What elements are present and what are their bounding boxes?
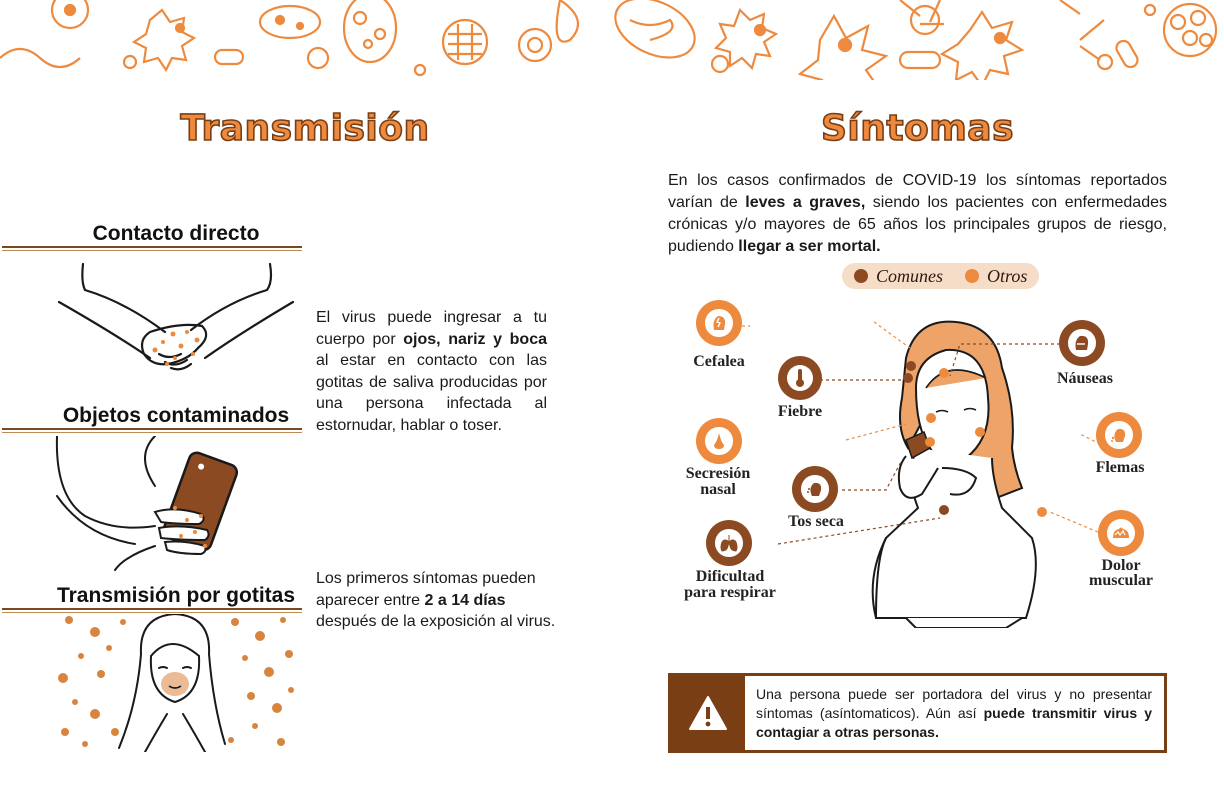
warning-icon [688, 695, 728, 731]
cefalea-badge [696, 300, 742, 346]
warning-badge [671, 676, 745, 750]
objetos-contaminados-heading: Objetos contaminados [62, 404, 290, 427]
transmission-paragraph-1: El virus puede ingresar a tu cuerpo por ojos, nariz y boca al estar en contacto con las gotitas de saliva producidas por una persona infectada al estornudar, hablar o toser. [316, 309, 548, 434]
dolor-badge [1098, 510, 1144, 556]
dolor-label-line1: Dolor [1101, 557, 1141, 574]
transmision-title: Transmisión [180, 108, 430, 149]
fiebre-label: Fiebre [777, 403, 823, 420]
sintomas-title: Síntomas [820, 108, 1015, 149]
cefalea-label: Cefalea [693, 353, 745, 370]
section-divider [2, 246, 302, 251]
nauseas-label: Náuseas [1056, 370, 1113, 387]
dificultad-label-line2: para respirar [684, 584, 776, 601]
phone-hand-illustration [55, 436, 295, 571]
symptom-legend [842, 263, 1039, 289]
secrecion-label-line2: nasal [700, 481, 736, 498]
dificultad-badge [706, 520, 752, 566]
head-icon [705, 309, 733, 337]
section-divider [2, 428, 302, 433]
nausea-icon [1068, 329, 1096, 357]
legend-comunes: Comunes [876, 265, 943, 286]
muscle-icon [1107, 519, 1135, 547]
otros-dot [965, 269, 979, 283]
contacto-directo-heading: Contacto directo [92, 222, 260, 245]
lungs-icon [715, 529, 743, 557]
handshake-illustration [55, 262, 295, 382]
sintomas-intro: En los casos confirmados de COVID-19 los síntomas reportados varían de leves a graves, siendo los pacientes con enfermedades crónicas y/o mayores de 65 años los principales grupos de riesgo, pudiendo llegar a ser mortal. [668, 172, 1167, 255]
flemas-badge [1096, 412, 1142, 458]
warning-text: Una persona puede ser portadora del virus y no presentar síntomas (asíntomaticos). Aún así puede transmitir virus y contagiar a otras personas. [756, 686, 1152, 740]
phlegm-icon [1105, 421, 1133, 449]
gotitas-heading: Transmisión por gotitas [56, 584, 296, 607]
dolor-label-line2: muscular [1089, 572, 1153, 589]
nose-icon [705, 427, 733, 455]
virus-pattern-banner [0, 0, 1224, 80]
secrecion-badge [696, 418, 742, 464]
dificultad-label-line1: Dificultad [695, 568, 765, 585]
section-divider [2, 608, 302, 613]
flemas-label: Flemas [1095, 459, 1145, 476]
tos-badge [792, 466, 838, 512]
thermometer-icon [787, 365, 813, 391]
droplets-face-illustration [55, 614, 295, 752]
cough-icon [801, 475, 829, 503]
asymptomatic-warning-box [668, 673, 1167, 753]
comunes-dot [854, 269, 868, 283]
nauseas-badge [1059, 320, 1105, 366]
tos-label: Tos seca [788, 513, 844, 530]
transmission-paragraph-2: Los primeros síntomas pueden aparecer entre 2 a 14 días después de la exposición al virus. [316, 570, 556, 630]
legend-otros: Otros [987, 265, 1028, 286]
secrecion-label-line1: Secresión [685, 465, 751, 482]
fiebre-badge [778, 356, 822, 400]
